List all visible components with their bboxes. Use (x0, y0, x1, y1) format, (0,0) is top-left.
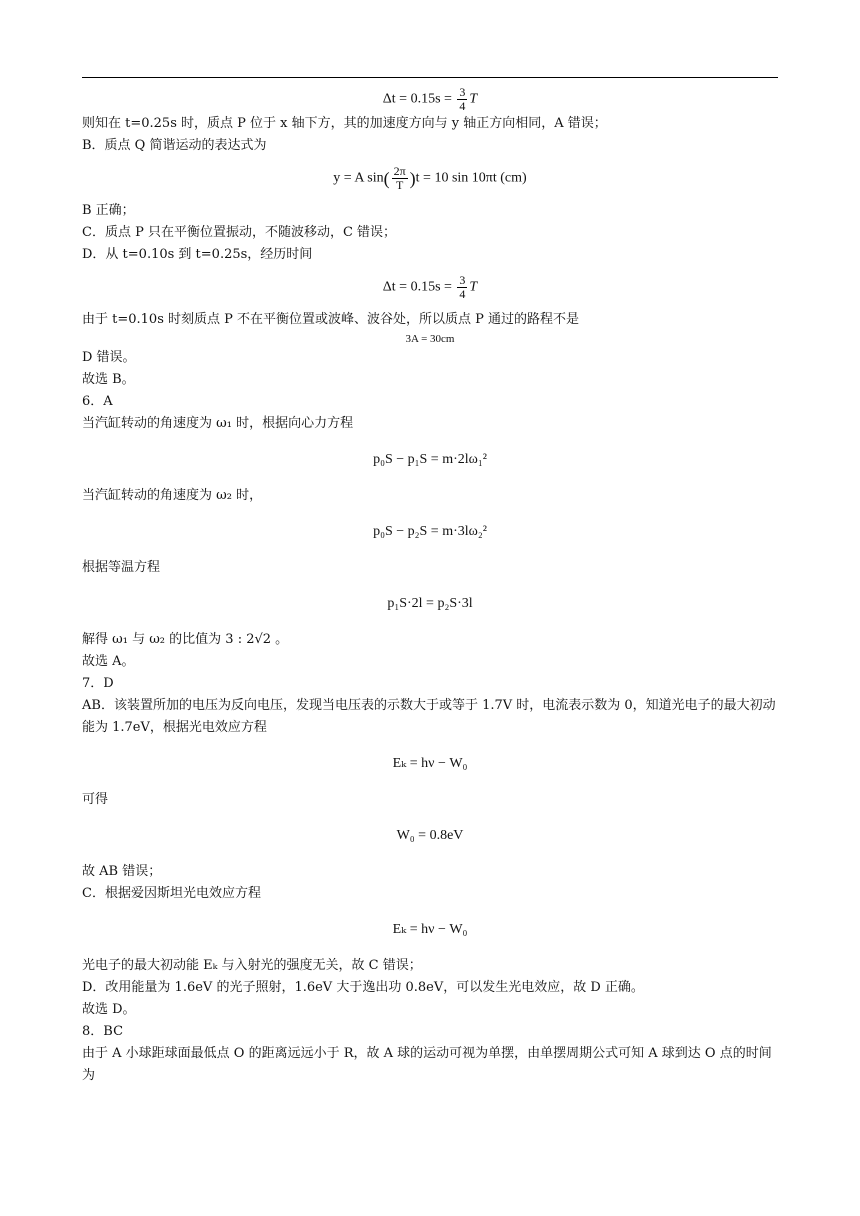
text-line: 光电子的最大初动能 Eₖ 与入射光的强度无关，故 C 错误； (82, 958, 422, 973)
equation-centripetal-2: p₀S − p₂S = m·3lω₂² (373, 524, 487, 539)
equation-work-function: W₀ = 0.8eV (396, 828, 464, 843)
text-paragraph: AB．该装置所加的电压为反向电压，发现当电压表的示数大于或等于 1.7V 时，电流表示数为 0，知道光电子的最大初动能为 1.7eV，根据光电效应方程 (82, 698, 776, 735)
text-line: C．质点 P 只在平衡位置振动，不随波移动，C 错误； (82, 225, 397, 240)
equation-delta-t-1: Δt = 0.15s = $\frac{3}{4}$ T (382, 85, 478, 113)
equation-wave: y = A sin( $\frac{2\pi}{T}$ )t = 10 sin 10πt (cm) (333, 164, 527, 192)
text-line: B 正确； (82, 203, 135, 218)
question-6-answer: 6．A (82, 394, 113, 409)
text-line: 故选 A。 (82, 654, 135, 669)
text-line: 当汽缸转动的角速度为 ω₁ 时，根据向心力方程 (82, 416, 354, 431)
equation-isothermal: p₁S·2l = p₂S·3l (387, 596, 473, 611)
equation-delta-t-2: Δt = 0.15s = $\frac{3}{4}$ T (382, 273, 478, 301)
header-rule (82, 77, 778, 78)
text-line: 故 AB 错误； (82, 864, 162, 879)
equation-centripetal-1: p₀S − p₁S = m·2lω₁² (373, 452, 487, 467)
text-line: 当汽缸转动的角速度为 ω₂ 时， (82, 488, 263, 503)
question-8-answer: 8．BC (82, 1024, 124, 1039)
equation-photoelectric-1: Eₖ = hν − W₀ (392, 756, 468, 771)
text-line: B．质点 Q 简谐运动的表达式为 (82, 138, 267, 153)
text-line: D．改用能量为 1.6eV 的光子照射，1.6eV 大于逸出功 0.8eV，可以发生光电效应，故 D 正确。 (82, 980, 644, 995)
text-line: D 错误。 (82, 350, 136, 365)
text-line: 故选 B。 (82, 372, 135, 387)
equation-photoelectric-2: Eₖ = hν − W₀ (392, 922, 468, 937)
text-line: 根据等温方程 (82, 560, 161, 575)
text-paragraph: 由于 A 小球距球面最低点 O 的距离远远小于 R，故 A 球的运动可视为单摆，由单摆周期公式可知 A 球到达 O 点的时间为 (82, 1046, 772, 1083)
document-body (82, 86, 778, 1087)
text-line: 可得 (82, 792, 109, 807)
text-line: 解得 ω₁ 与 ω₂ 的比值为 3 : 2√2 。 (82, 632, 289, 647)
equation-path: 3A = 30cm (405, 333, 455, 345)
text-line: 则知在 t=0.25s 时，质点 P 位于 x 轴下方，其的加速度方向与 y 轴正方向相同，A 错误； (82, 116, 607, 131)
text-line: 故选 D。 (82, 1002, 136, 1017)
text-line: C．根据爱因斯坦光电效应方程 (82, 886, 261, 901)
question-7-answer: 7．D (82, 676, 114, 691)
text-line: 由于 t=0.10s 时刻质点 P 不在平衡位置或波峰、波谷处，所以质点 P 通过的路程不是 (82, 312, 580, 327)
text-line: D．从 t=0.10s 到 t=0.25s，经历时间 (82, 247, 313, 262)
